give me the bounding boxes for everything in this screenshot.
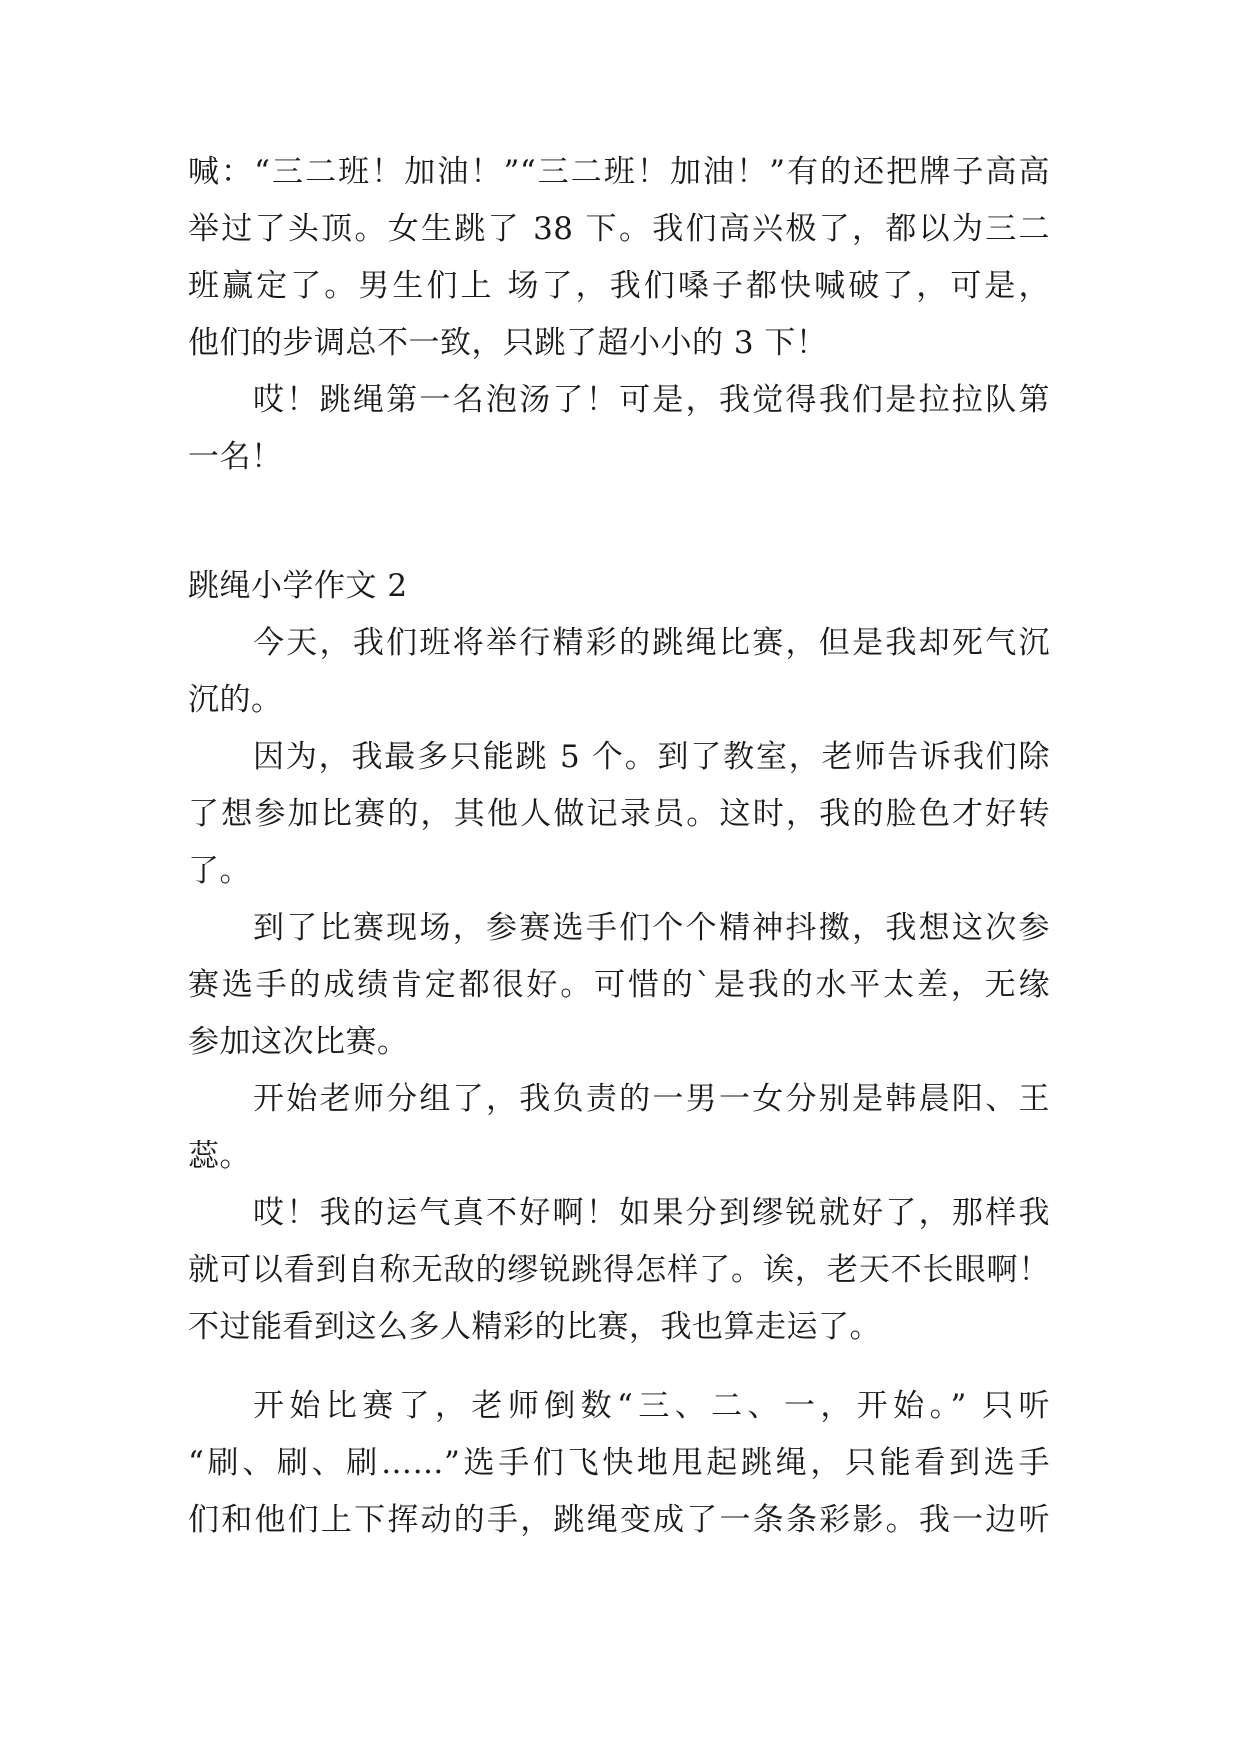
paragraph-line: 一名！ bbox=[188, 439, 283, 475]
paragraph-line: 他们的步调总不一致，只跳了超小小的 3 下！ bbox=[188, 325, 828, 361]
paragraph-line: 了想参加比赛的，其他人做记录员。这时，我的脸色才好转 bbox=[188, 796, 1050, 832]
paragraph-line: 蕊。 bbox=[188, 1138, 251, 1174]
paragraph-line: 们和他们上下挥动的手，跳绳变成了一条条彩影。我一边听 bbox=[188, 1502, 1050, 1538]
paragraph-line: “刷、刷、刷……”选手们飞快地甩起跳绳，只能看到选手 bbox=[188, 1445, 1050, 1481]
paragraph-line: 就可以看到自称无敌的缪锐跳得怎样了。诶，老天不长眼啊！ bbox=[188, 1252, 1050, 1288]
paragraph-line: 参加这次比赛。 bbox=[188, 1024, 409, 1060]
paragraph-line: 哎！跳绳第一名泡汤了！可是，我觉得我们是拉拉队第 bbox=[253, 382, 1050, 418]
paragraph-line: 班赢定了。男生们上 场了，我们嗓子都快喊破了，可是， bbox=[188, 268, 1050, 304]
paragraph-line: 了。 bbox=[188, 853, 251, 889]
paragraph-line: 开始比赛了，老师倒数“三、二、一，开始。” 只听 bbox=[253, 1388, 1050, 1424]
paragraph-line: 今天，我们班将举行精彩的跳绳比赛，但是我却死气沉 bbox=[253, 625, 1050, 661]
paragraph-line: 到了比赛现场，参赛选手们个个精神抖擞，我想这次参 bbox=[253, 910, 1050, 946]
paragraph-line: 不过能看到这么多人精彩的比赛，我也算走运了。 bbox=[188, 1309, 881, 1345]
section-title: 跳绳小学作文 2 bbox=[188, 568, 408, 604]
paragraph-line: 赛选手的成绩肯定都很好。可惜的`是我的水平太差，无缘 bbox=[188, 967, 1050, 1003]
paragraph-line: 因为，我最多只能跳 5 个。到了教室，老师告诉我们除 bbox=[253, 739, 1050, 775]
paragraph-line: 沉的。 bbox=[188, 682, 283, 718]
paragraph-line: 哎！我的运气真不好啊！如果分到缪锐就好了，那样我 bbox=[253, 1195, 1050, 1231]
paragraph-line: 开始老师分组了，我负责的一男一女分别是韩晨阳、王 bbox=[253, 1081, 1050, 1117]
paragraph-line: 喊：“三二班！加油！”“三二班！加油！”有的还把牌子高高 bbox=[188, 154, 1050, 190]
paragraph-line: 举过了头顶。女生跳了 38 下。我们高兴极了，都以为三二 bbox=[188, 211, 1050, 247]
